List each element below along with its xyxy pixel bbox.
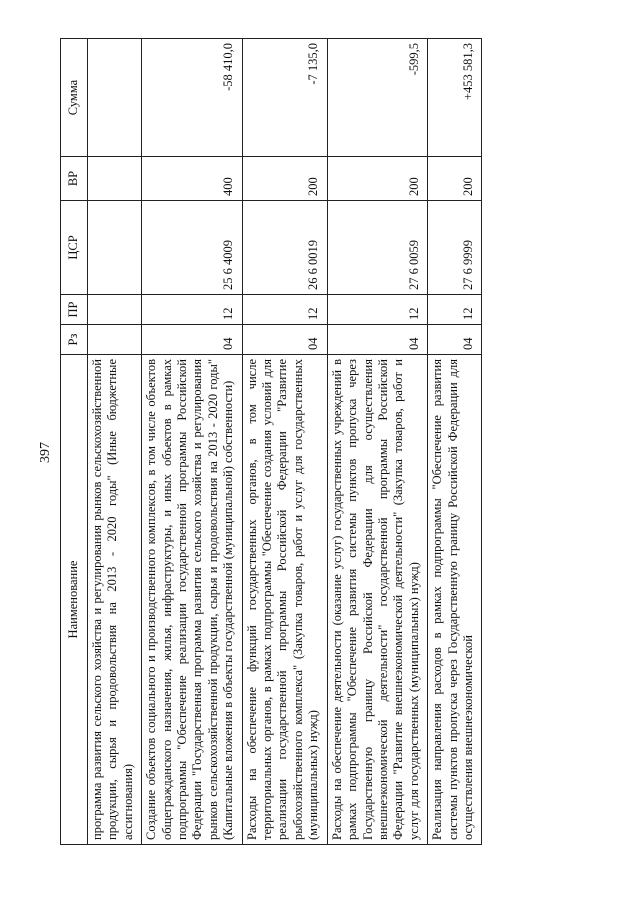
row-sum: -58 410,0 — [142, 39, 242, 157]
header-sum: Сумма — [61, 39, 88, 157]
row-rz: 04 — [242, 325, 327, 355]
row-rz: 04 — [327, 325, 427, 355]
row-vr: 400 — [142, 157, 242, 201]
row-pr: 12 — [428, 295, 482, 325]
header-pr: ПР — [61, 295, 88, 325]
row-vr: 200 — [242, 157, 327, 201]
row-vr: 200 — [428, 157, 482, 201]
row-rz: 04 — [428, 325, 482, 355]
row-vr — [88, 157, 142, 201]
row-csr — [88, 201, 142, 295]
row-csr: 25 6 4009 — [142, 201, 242, 295]
page-number: 397 — [38, 442, 53, 463]
header-csr: ЦСР — [61, 201, 88, 295]
row-rz: 04 — [142, 325, 242, 355]
table-row — [242, 39, 327, 845]
table-header-row — [61, 39, 88, 845]
row-name: Реализация направления расходов в рамках подпрограммы "Обеспечение развития системы пунктов пропуска через Государственную границу Российской Федерации для осуществления внешнеэкономической — [428, 355, 482, 845]
row-sum: -599,5 — [327, 39, 427, 157]
header-rz: Рз — [61, 325, 88, 355]
header-vr: ВР — [61, 157, 88, 201]
row-pr: 12 — [142, 295, 242, 325]
row-name: Расходы на обеспечение функций государственных органов, в том числе территориальных органов, в рамках подпрограммы "Обеспечение создания условий для реализации государственной программы Российской Федерации "Развитие рыбохозяйственного комплекса" (Закупка товаров, работ и услуг для государственных (муниципальных) нужд) — [242, 355, 327, 845]
row-csr: 26 6 0019 — [242, 201, 327, 295]
table-row — [428, 39, 482, 845]
row-sum: -7 135,0 — [242, 39, 327, 157]
row-rz — [88, 325, 142, 355]
header-name: Наименование — [61, 355, 88, 845]
row-sum — [88, 39, 142, 157]
table-row — [327, 39, 427, 845]
row-vr: 200 — [327, 157, 427, 201]
row-pr: 12 — [327, 295, 427, 325]
row-sum: +453 581,3 — [428, 39, 482, 157]
budget-table — [60, 38, 482, 845]
row-name: программа развития сельского хозяйства и регулирования рынков сельскохозяйственной продукции, сырья и продовольствия на 2013 - 2020 годы" (Иные бюджетные ассигнования) — [88, 355, 142, 845]
row-pr: 12 — [242, 295, 327, 325]
table-row — [142, 39, 242, 845]
row-name: Создание объектов социального и производственного комплексов, в том числе объектов общегражданского назначения, жилья, инфраструктуры, и иных объектов в рамках подпрограммы "Обеспечение реализации государственной программы Российской Федерации "Государственная программа развития сельского хозяйства и регулирования рынков сельскохозяйственной продукции, сырья и продовольствия на 2013 - 2020 годы" (Капитальные вложения в объекты государственной (муниципальной) собственности) — [142, 355, 242, 845]
table-row — [88, 39, 142, 845]
row-csr: 27 6 9999 — [428, 201, 482, 295]
row-csr: 27 6 0059 — [327, 201, 427, 295]
row-pr — [88, 295, 142, 325]
row-name: Расходы на обеспечение деятельности (оказание услуг) государственных учреждений в рамках подпрограммы "Обеспечение развития системы пунктов пропуска через Государственную границу Российской Федерации для осуществления внешнеэкономической деятельности" государственной программы Российской Федерации "Развитие внешнеэкономической деятельности" (Закупка товаров, работ и услуг для государственных (муниципальных) нужд) — [327, 355, 427, 845]
